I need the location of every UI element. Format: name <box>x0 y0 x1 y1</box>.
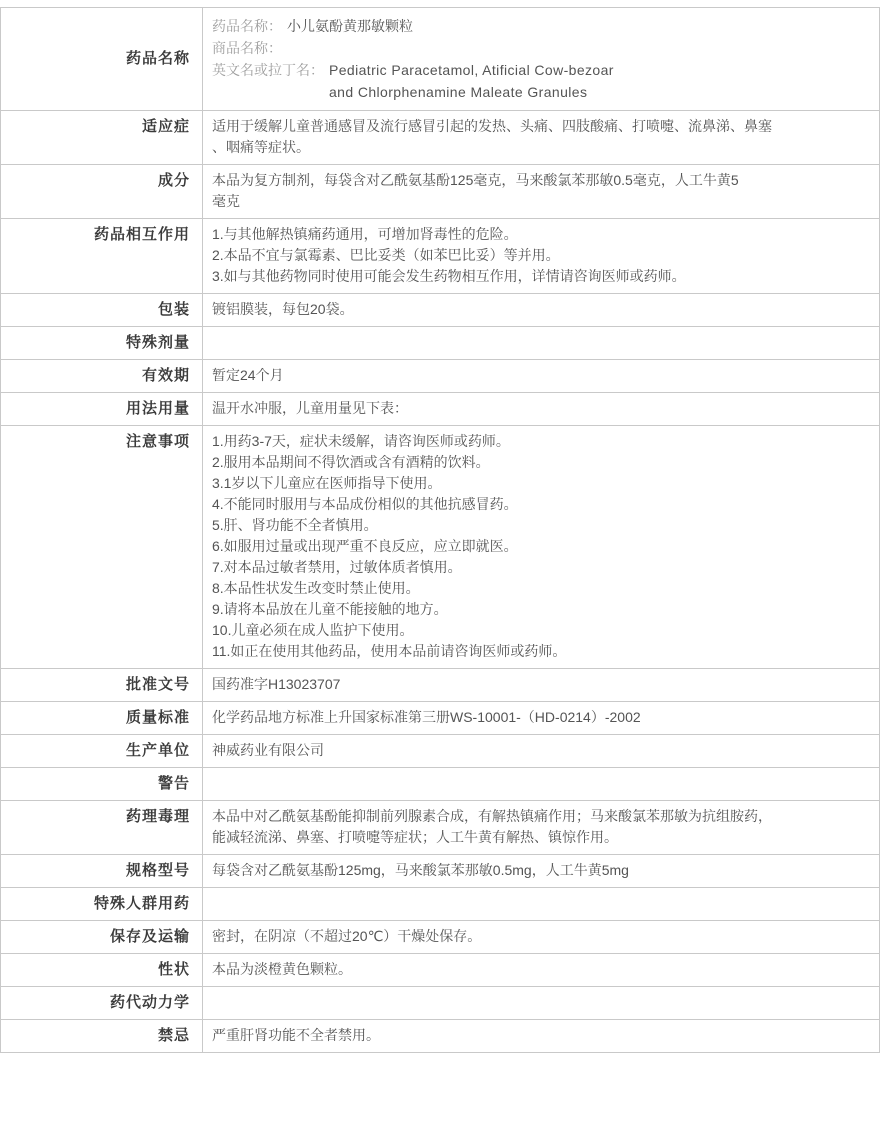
content-line: 6.如服用过量或出现严重不良反应，应立即就医。 <box>212 538 518 554</box>
content-line: 适用于缓解儿童普通感冒及流行感冒引起的发热、头痛、四肢酸痛、打喷嚏、流鼻涕、鼻塞 <box>212 118 772 134</box>
table-row <box>1 987 879 1020</box>
row-label: 警告 <box>1 768 203 800</box>
content-line: 2.服用本品期间不得饮酒或含有酒精的饮料。 <box>212 454 490 470</box>
drug-name-field <box>212 59 865 103</box>
row-content <box>203 921 879 953</box>
table-row <box>1 801 879 855</box>
row-content <box>203 111 879 164</box>
table-row <box>1 426 879 669</box>
row-label: 质量标准 <box>1 702 203 734</box>
content-line: 11.如正在使用其他药品，使用本品前请咨询医师或药师。 <box>212 643 567 659</box>
row-content <box>203 702 879 734</box>
row-label: 包装 <box>1 294 203 326</box>
row-label: 禁忌 <box>1 1020 203 1052</box>
row-content <box>203 327 879 359</box>
content-line: 7.对本品过敏者禁用，过敏体质者慎用。 <box>212 559 462 575</box>
content-line: 化学药品地方标准上升国家标准第三册WS-10001-（HD-0214）-2002 <box>212 709 641 725</box>
content-line: 本品为淡橙黄色颗粒。 <box>212 961 352 977</box>
row-label: 用法用量 <box>1 393 203 425</box>
content-line: 8.本品性状发生改变时禁止使用。 <box>212 580 420 596</box>
content-line: 10.儿童必须在成人监护下使用。 <box>212 622 414 638</box>
table-row <box>1 393 879 426</box>
row-content <box>203 165 879 218</box>
content-line: 本品中对乙酰氨基酚能抑制前列腺素合成，有解热镇痛作用；马来酸氯苯那敏为抗组胺药， <box>212 808 772 824</box>
row-content <box>203 855 879 887</box>
row-content <box>203 669 879 701</box>
row-content <box>203 426 879 668</box>
drug-info-table <box>0 7 880 1053</box>
table-row <box>1 219 879 294</box>
row-label: 特殊剂量 <box>1 327 203 359</box>
content-line: 5.肝、肾功能不全者慎用。 <box>212 517 378 533</box>
row-content <box>203 801 879 854</box>
content-line: 9.请将本品放在儿童不能接触的地方。 <box>212 601 448 617</box>
row-label: 保存及运输 <box>1 921 203 953</box>
field-value: 小儿氨酚黄那敏颗粒 <box>287 18 413 34</box>
table-row <box>1 327 879 360</box>
content-line: 温开水冲服，儿童用量见下表： <box>212 400 408 416</box>
drug-name-field <box>212 15 865 37</box>
content-line: 2.本品不宜与氯霉素、巴比妥类（如苯巴比妥）等并用。 <box>212 247 560 263</box>
table-row <box>1 954 879 987</box>
row-label: 批准文号 <box>1 669 203 701</box>
row-label: 规格型号 <box>1 855 203 887</box>
table-row <box>1 702 879 735</box>
drug-name-content <box>203 8 879 110</box>
row-label: 适应症 <box>1 111 203 164</box>
content-line: 毫克 <box>212 193 240 209</box>
table-row <box>1 669 879 702</box>
content-line: 1.与其他解热镇痛药通用，可增加肾毒性的危险。 <box>212 226 518 242</box>
row-content <box>203 360 879 392</box>
field-key: 商品名称： <box>212 40 282 56</box>
row-content <box>203 888 879 920</box>
content-line: 、咽痛等症状。 <box>212 139 310 155</box>
table-row <box>1 888 879 921</box>
field-value: Pediatric Paracetamol, Atificial Cow-bezoar and Chlorphenamine Maleate Granules <box>329 62 614 100</box>
content-line: 3.1岁以下儿童应在医师指导下使用。 <box>212 475 442 491</box>
row-content <box>203 987 879 1019</box>
field-key: 英文名或拉丁名： <box>212 62 324 78</box>
row-content <box>203 393 879 425</box>
row-content <box>203 294 879 326</box>
content-line: 能减轻流涕、鼻塞、打喷嚏等症状；人工牛黄有解热、镇惊作用。 <box>212 829 618 845</box>
row-content <box>203 1020 879 1052</box>
table-row <box>1 165 879 219</box>
row-label: 药品相互作用 <box>1 219 203 293</box>
content-line: 镀铝膜装，每包20袋。 <box>212 301 354 317</box>
content-line: 每袋含对乙酰氨基酚125mg，马来酸氯苯那敏0.5mg，人工牛黄5mg <box>212 862 629 878</box>
table-row <box>1 360 879 393</box>
row-content <box>203 768 879 800</box>
row-label: 注意事项 <box>1 426 203 668</box>
table-row <box>1 921 879 954</box>
table-row-drug-name <box>1 8 879 111</box>
row-content <box>203 219 879 293</box>
row-label: 特殊人群用药 <box>1 888 203 920</box>
field-key: 药品名称： <box>212 18 282 34</box>
content-line: 严重肝肾功能不全者禁用。 <box>212 1027 380 1043</box>
row-label: 成分 <box>1 165 203 218</box>
row-label-drug-name: 药品名称 <box>1 8 203 110</box>
row-label: 药代动力学 <box>1 987 203 1019</box>
drug-name-field <box>212 37 865 59</box>
row-label: 药理毒理 <box>1 801 203 854</box>
content-line: 3.如与其他药物同时使用可能会发生药物相互作用，详情请咨询医师或药师。 <box>212 268 686 284</box>
content-line: 4.不能同时服用与本品成份相似的其他抗感冒药。 <box>212 496 518 512</box>
content-line: 1.用药3-7天，症状未缓解，请咨询医师或药师。 <box>212 433 510 449</box>
row-content <box>203 735 879 767</box>
content-line: 密封，在阴凉（不超过20℃）干燥处保存。 <box>212 928 482 944</box>
table-row <box>1 111 879 165</box>
table-row <box>1 294 879 327</box>
content-line: 本品为复方制剂，每袋含对乙酰氨基酚125毫克，马来酸氯苯那敏0.5毫克，人工牛黄5 <box>212 172 739 188</box>
table-row <box>1 735 879 768</box>
row-content <box>203 954 879 986</box>
table-row <box>1 855 879 888</box>
table-row <box>1 768 879 801</box>
row-label: 性状 <box>1 954 203 986</box>
content-line: 国药准字H13023707 <box>212 676 341 692</box>
row-label: 生产单位 <box>1 735 203 767</box>
row-label: 有效期 <box>1 360 203 392</box>
content-line: 暂定24个月 <box>212 367 284 383</box>
content-line: 神威药业有限公司 <box>212 742 324 758</box>
table-row <box>1 1020 879 1052</box>
